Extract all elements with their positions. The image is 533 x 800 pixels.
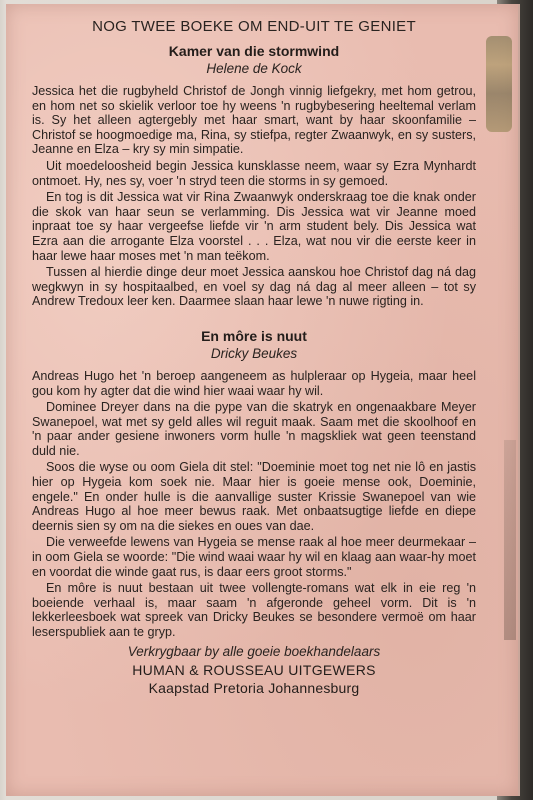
book1-paragraph: Jessica het die rugbyheld Christof de Jongh vinnig liefgekry, met hom getrou, en hom net so skielik verloor toe hy weens 'n rugbybesering heeltemal verlam is. Sy het alleen agtergebly met haar smart, want by haar skoonfamilie – Christof se hoogmoedige ma, Rina, sy stiefpa, regter Zwaanwyk, en sy susters, Jeanne en Elza – kry sy min simpatie. — [32, 84, 476, 157]
book1-blurb — [32, 43, 476, 309]
section-gap — [32, 311, 476, 328]
wear-mark — [504, 440, 516, 640]
publisher-name: HUMAN & ROUSSEAU UITGEWERS — [132, 661, 376, 678]
publisher-footer — [32, 644, 476, 696]
book2-blurb — [32, 328, 476, 640]
book2-author: Dricky Beukes — [210, 345, 298, 361]
book1-paragraph: En tog is dit Jessica wat vir Rina Zwaanwyk onderskraag toe die knak onder die skok van haar seun se verlamming. Dis Jessica wat vir Jeanne moed inpraat toe sy haar vergeefse liefde vir 'n arm student bely. Dis Jessica wat Ezra aan die arrogante Elza voorstel . . . Elza, wat nou vir die eerste keer in haar lewe haar moses met 'n man teëkom. — [32, 190, 476, 263]
book2-paragraph: Dominee Dreyer dans na die pype van die skatryk en ongenaakbare Meyer Swanepoel, wat met sy geld alles wil reguit maak. Saam met die skoolhoof en 'n paar ander gesiene inwoners vorm hulle 'n magskliek wat geen teenstand duld nie. — [32, 400, 476, 458]
cover-text — [32, 18, 476, 696]
cover-heading: NOG TWEE BOEKE OM END-UIT TE GENIET — [92, 18, 416, 35]
book2-paragraph: Soos die wyse ou oom Giela dit stel: "Doeminie moet tog net nie lô en jastis hier op Hygeia kom soek nie. Maar hier is goeie mense ook, Doeminie, engele." En onder hulle is die aanvallige suster Krissie Swanepoel van wie Andreas Hugo al hoe meer bewus raak. Met onbaatsugtige liefde en diepe deernis sien sy om na die siekes en oues van dae. — [32, 460, 476, 533]
publisher-cities: Kaapstad Pretoria Johannesburg — [148, 679, 360, 696]
availability-note: Verkrygbaar by alle goeie boekhandelaars — [127, 643, 381, 659]
book2-paragraph: Die verweefde lewens van Hygeia se mense raak al hoe meer deurmekaar – in oom Giela se woorde: "Die wind waai waar hy wil en klaag aan waar-hy moet en voordat die winde gaat rus, is daar eers groot storms." — [32, 535, 476, 579]
book1-paragraph: Uit moedeloosheid begin Jessica kunsklasse neem, waar sy Ezra Mynhardt ontmoet. Hy, nes sy, voer 'n stryd teen die storms in sy gemoed. — [32, 158, 476, 188]
book2-paragraph: Andreas Hugo het 'n beroep aangeneem as hulpleraar op Hygeia, maar heel gou kom hy agter dat die wind hier waai waar hy wil. — [32, 368, 476, 398]
sticker-residue — [486, 36, 512, 132]
book1-author: Helene de Kock — [206, 61, 302, 76]
book2-title: En môre is nuut — [201, 327, 307, 344]
book1-paragraph: Tussen al hierdie dinge deur moet Jessica aanskou hoe Christof dag ná dag wegkwyn in sy hospitaalbed, en voel sy dag ná dag al meer alleen – tot sy Andrew Tredoux leer ken. Daarmee slaan haar lewe 'n nuwe rigting in. — [32, 265, 476, 309]
book1-title: Kamer van die stormwind — [168, 43, 340, 59]
book2-paragraph: En môre is nuut bestaan uit twee vollengte-romans wat elk in eie reg 'n boeiende verhaal is, maar saam 'n afgeronde geheel vorm. Dit is 'n lekkerleesboek wat spreek van Dricky Beukes se besondere vermoë om haar leserspubliek aan te gryp. — [32, 581, 476, 639]
